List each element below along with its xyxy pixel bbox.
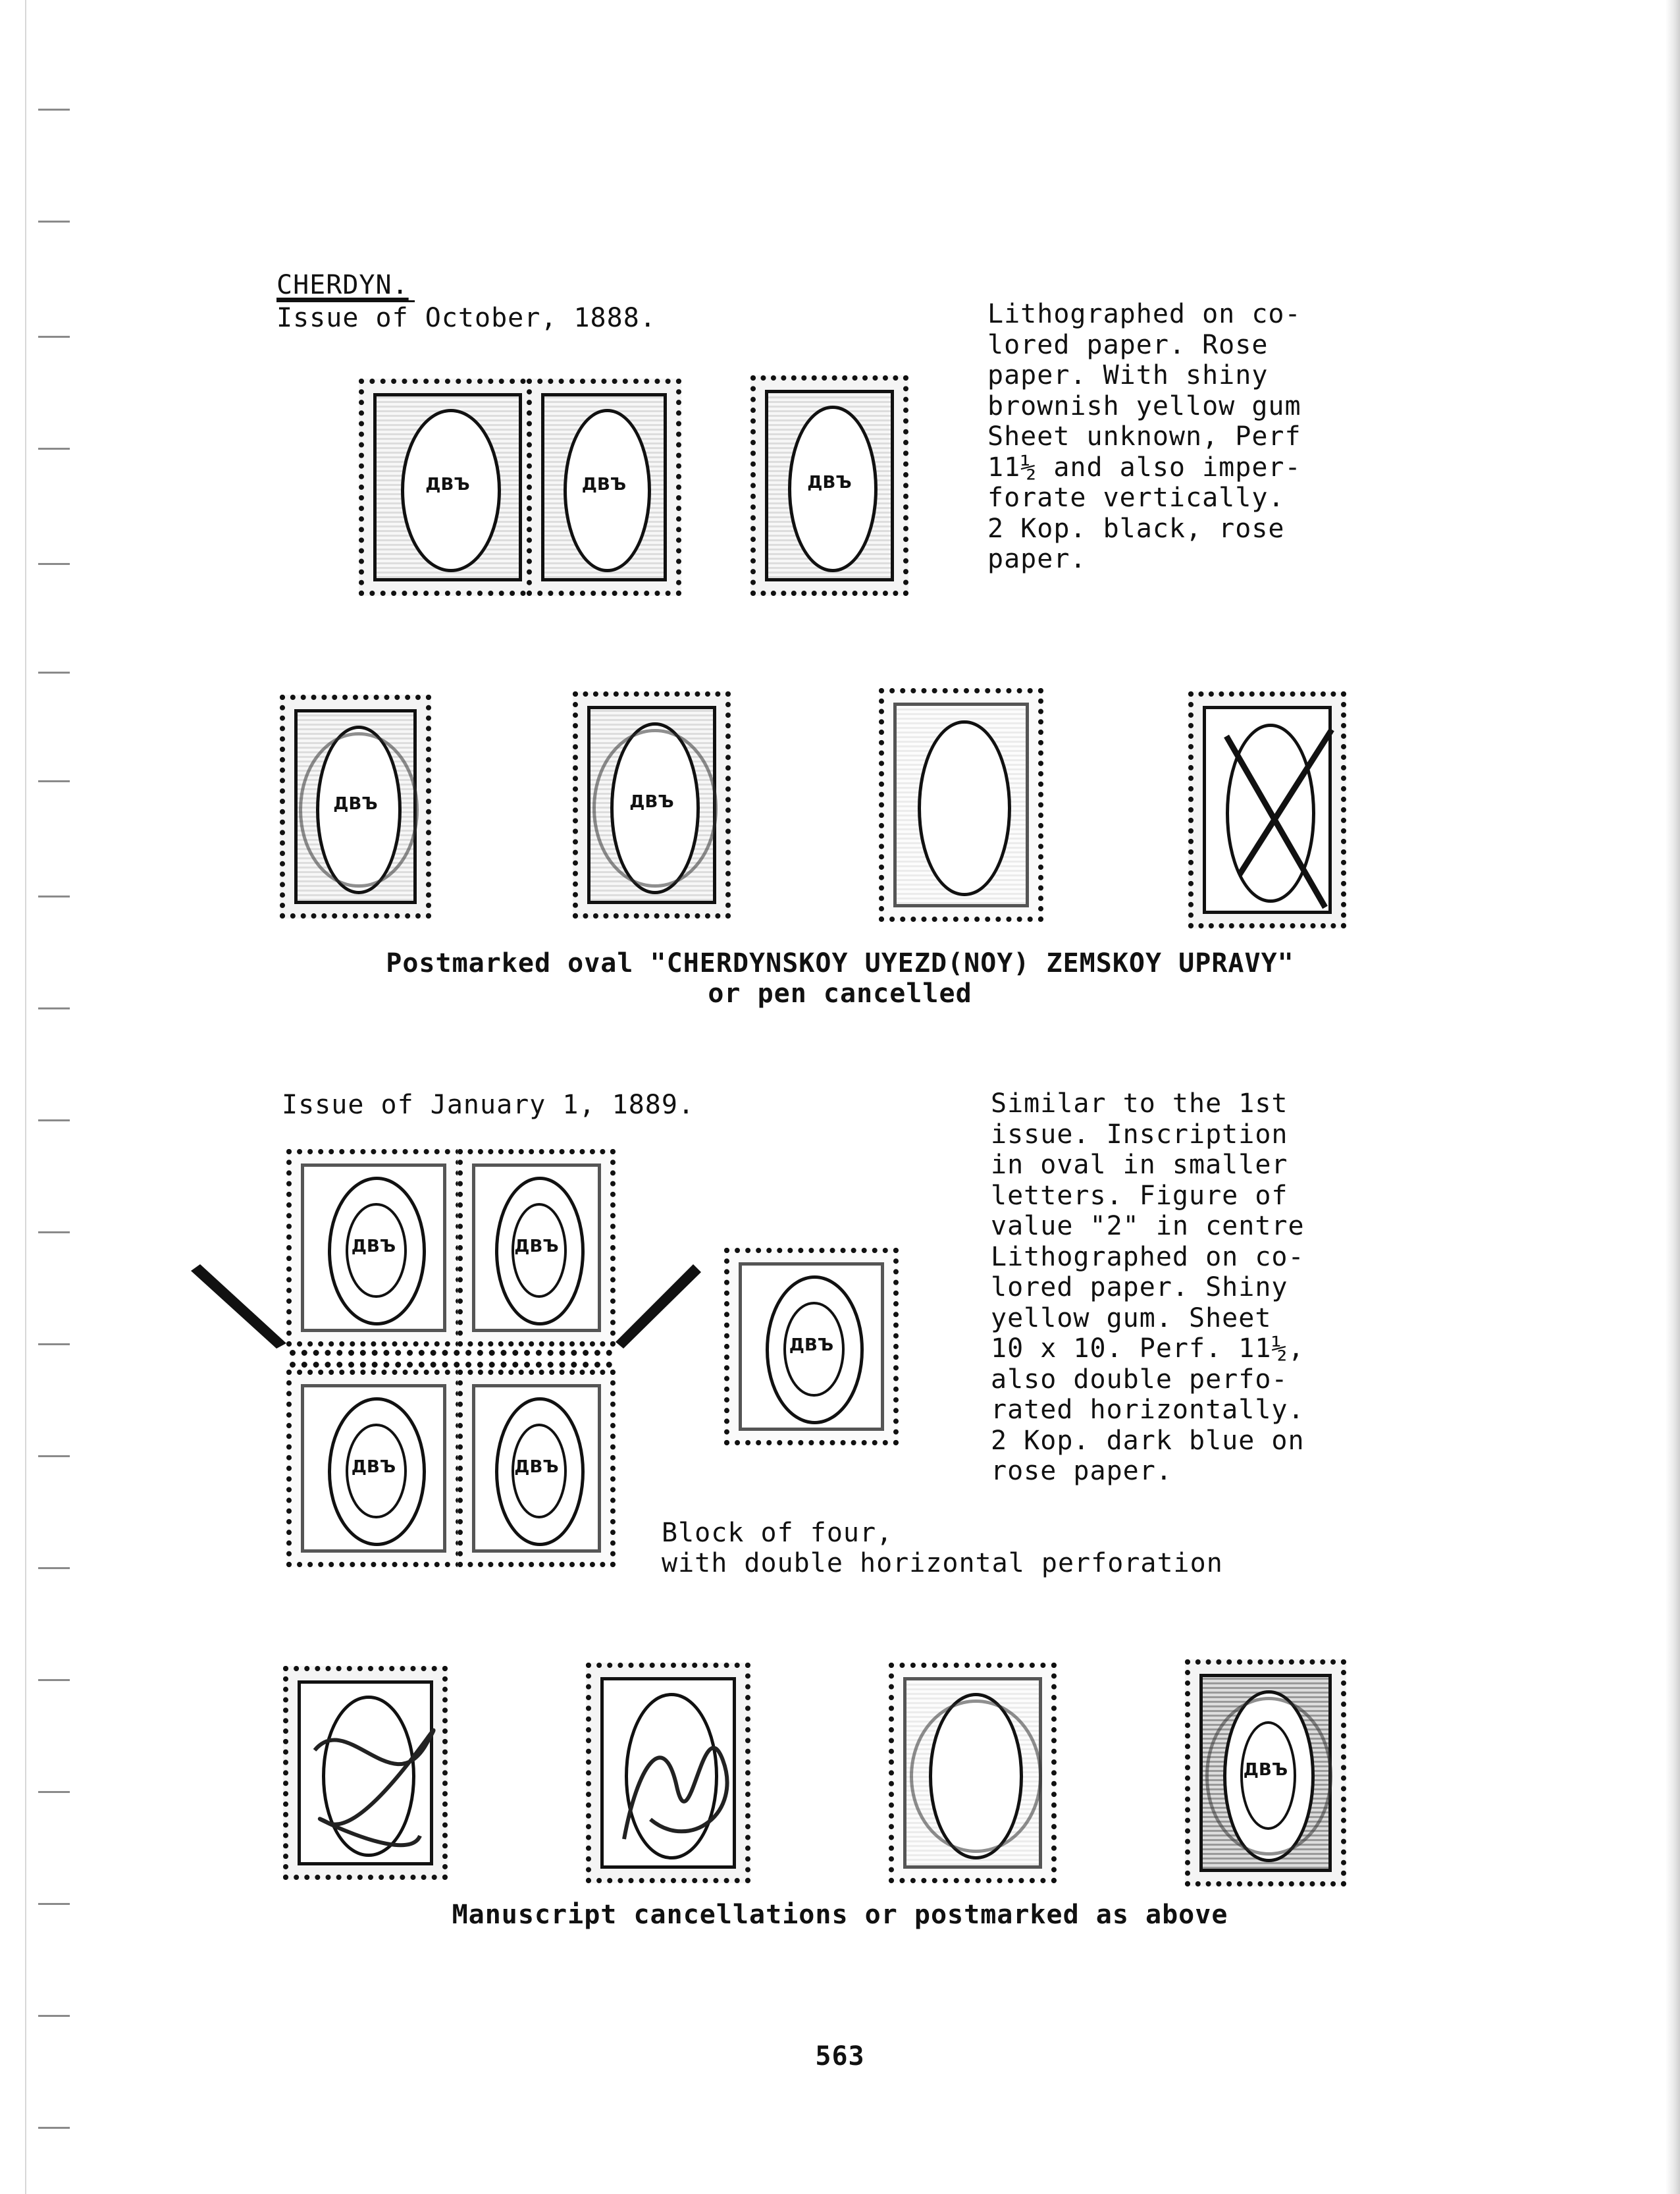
right-pointer-arrow xyxy=(616,1264,701,1350)
description-line: yellow gum. Sheet xyxy=(991,1302,1272,1333)
double-perforation-row-2 xyxy=(290,1362,612,1368)
manuscript-cancel xyxy=(591,1668,756,1888)
stamp-value-label: ДВЪ xyxy=(1243,1759,1288,1780)
stamp-value-label: ДВЪ xyxy=(514,1236,559,1256)
oval-postmark xyxy=(299,732,418,888)
stamp-1888-used-3 xyxy=(879,688,1043,922)
margin-tick xyxy=(38,780,70,782)
margin-tick xyxy=(38,1791,70,1793)
stamp-value-label: ДВЪ xyxy=(351,1236,396,1256)
page-number: 563 xyxy=(815,2041,865,2072)
description-line: 11½ and also imper- xyxy=(987,452,1301,483)
description-line: rated horizontally. xyxy=(991,1395,1305,1425)
oval-postmark xyxy=(1205,1697,1332,1855)
right-page-edge xyxy=(1666,0,1680,2194)
stamp-value-label: ДВЪ xyxy=(351,1457,396,1477)
margin-tick xyxy=(38,2015,70,2017)
issue-title-1889: Issue of January 1, 1889. xyxy=(282,1090,695,1120)
margin-tick xyxy=(38,448,70,450)
block-caption-line1: Block of four, xyxy=(662,1518,893,1548)
left-margin-edge xyxy=(25,0,26,2194)
margin-tick xyxy=(38,896,70,897)
stamp-value-label: ДВЪ xyxy=(514,1457,559,1477)
stamp-1888-pair-left xyxy=(359,379,537,596)
stamp-1888-pen-cancelled xyxy=(1188,691,1346,928)
caption-1888-line1: Postmarked oval "CHERDYNSKOY UYEZD(NOY) ZEMSKOY UPRAVY" xyxy=(386,948,1294,978)
manuscript-cancel xyxy=(288,1671,453,1885)
description-line: also double perfo- xyxy=(991,1364,1288,1395)
margin-tick xyxy=(38,1567,70,1569)
stamp-1889-postmarked-2 xyxy=(1185,1659,1346,1886)
oval-postmark xyxy=(592,729,717,887)
margin-tick xyxy=(38,2127,70,2129)
margin-tick xyxy=(38,1119,70,1121)
description-1888 xyxy=(987,299,1336,575)
stamp-1888-used-1 xyxy=(280,695,431,919)
description-line: forate vertically. xyxy=(987,483,1285,513)
margin-tick xyxy=(38,1679,70,1681)
description-line: paper. With shiny xyxy=(987,360,1269,390)
stamp-1888-pair-right xyxy=(527,379,681,596)
description-line: value "2" in centre xyxy=(991,1211,1305,1241)
heading-rule xyxy=(276,300,415,302)
caption-1888-line2: or pen cancelled xyxy=(708,978,972,1009)
description-1889 xyxy=(991,1088,1340,1487)
description-line: Sheet unknown, Perf xyxy=(987,421,1301,452)
margin-tick xyxy=(38,563,70,565)
double-perforation-row-1 xyxy=(290,1350,612,1356)
block-stamp-bottom-right xyxy=(458,1370,616,1567)
description-line: rose paper. xyxy=(991,1456,1172,1486)
stamp-value-label: ДВЪ xyxy=(629,791,674,812)
margin-tick xyxy=(38,221,70,223)
description-line: Similar to the 1st xyxy=(991,1088,1288,1119)
stamp-value-label: ДВЪ xyxy=(425,475,470,495)
block-stamp-top-left xyxy=(286,1149,461,1347)
description-line: lored paper. Shiny xyxy=(991,1272,1288,1302)
stamp-1888-single xyxy=(750,375,908,596)
issue-title-1888: Issue of October, 1888. xyxy=(276,303,656,333)
margin-tick xyxy=(38,336,70,338)
description-line: Lithographed on co- xyxy=(987,299,1301,329)
left-pointer-arrow xyxy=(191,1264,290,1350)
stamp-1889-manuscript-1 xyxy=(283,1666,448,1880)
margin-tick xyxy=(38,1455,70,1457)
description-line: brownish yellow gum xyxy=(987,390,1301,421)
description-line: letters. Figure of xyxy=(991,1180,1288,1211)
pen-cross-mark xyxy=(1194,697,1352,934)
margin-tick xyxy=(38,1343,70,1345)
stamp-1888-used-2 xyxy=(573,691,731,919)
block-caption-line2: with double horizontal perforation xyxy=(662,1548,1223,1578)
description-line: Lithographed on co- xyxy=(991,1241,1305,1272)
description-line: 2 Kop. dark blue on xyxy=(991,1425,1305,1456)
block-stamp-top-right xyxy=(458,1149,616,1347)
stamp-1889-single xyxy=(724,1248,899,1445)
description-line: 2 Kop. black, rose xyxy=(987,513,1285,544)
margin-tick xyxy=(38,109,70,111)
place-heading: CHERDYN. xyxy=(276,270,409,300)
margin-tick xyxy=(38,672,70,674)
block-stamp-bottom-left xyxy=(286,1370,461,1567)
stamp-value-label: ДВЪ xyxy=(333,793,378,814)
stamp-value-label: ДВЪ xyxy=(807,473,852,493)
stamp-1889-postmarked-1 xyxy=(889,1663,1057,1883)
stamp-1889-manuscript-2 xyxy=(586,1663,750,1883)
description-line: paper. xyxy=(987,544,1087,574)
oval-postmark xyxy=(910,1699,1042,1853)
stamp-value-label: ДВЪ xyxy=(789,1335,834,1355)
description-line: lored paper. Rose xyxy=(987,329,1269,360)
caption-1889: Manuscript cancellations or postmarked as above xyxy=(452,1900,1228,1930)
description-line: in oval in smaller xyxy=(991,1150,1288,1180)
description-line: issue. Inscription xyxy=(991,1119,1288,1150)
margin-tick xyxy=(38,1231,70,1233)
description-line: 10 x 10. Perf. 11½, xyxy=(991,1333,1305,1364)
stamp-oval xyxy=(918,720,1011,897)
stamp-value-label: ДВЪ xyxy=(581,475,627,495)
